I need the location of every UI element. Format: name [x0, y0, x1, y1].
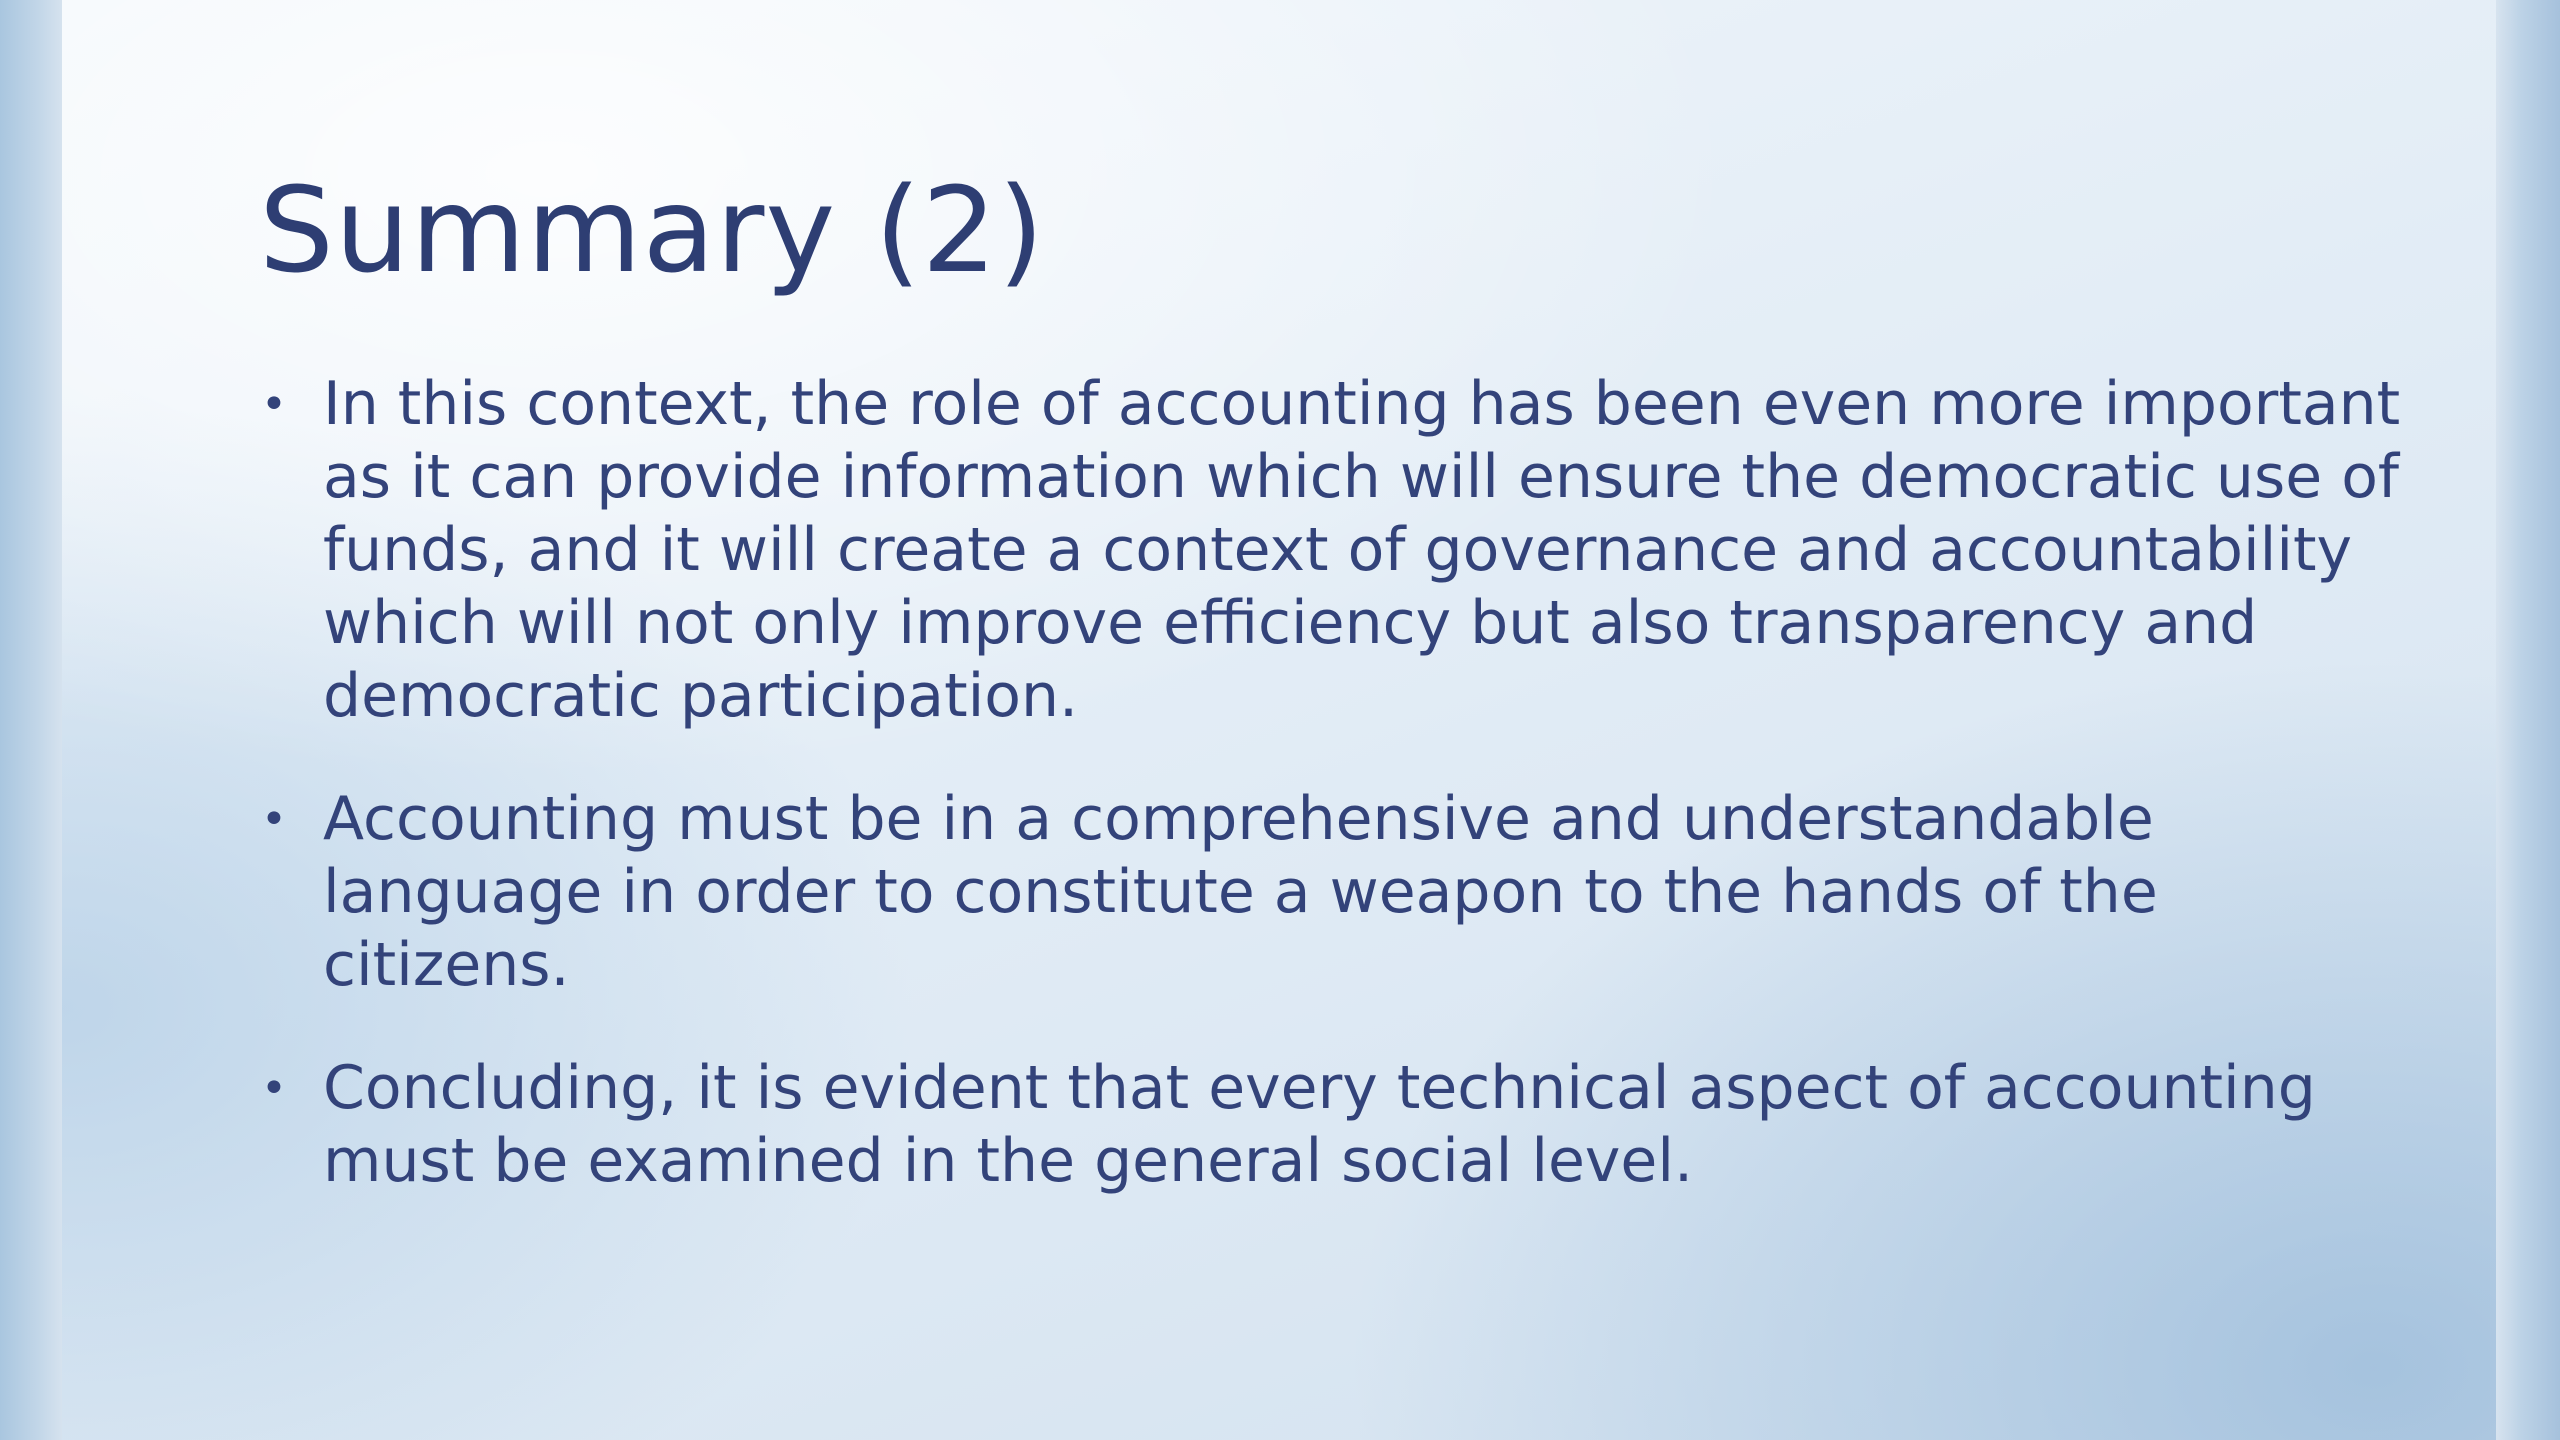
bullet-marker: • [261, 1063, 287, 1114]
bullet-marker: • [261, 794, 287, 845]
bullet-text: Accounting must be in a comprehensive and understandable language in order to constitute a weapon to the hands of the citizens. [323, 784, 2158, 1000]
bullet-item [259, 368, 2419, 733]
slide [62, 0, 2496, 1440]
slide-title: Summary (2) [259, 161, 1045, 299]
bullet-item [259, 1052, 2419, 1198]
bullet-marker: • [261, 379, 287, 430]
bullet-item [259, 783, 2419, 1002]
bullet-list [259, 368, 2419, 1248]
bullet-text: In this context, the role of accounting has been even more important as it can provide information which will ensure the democratic use of funds, and it will create a context of governance and accountability which will not only improve efficiency but also transparency and democratic participation. [323, 369, 2401, 731]
bullet-text: Concluding, it is evident that every technical aspect of accounting must be examined in the general social level. [323, 1053, 2316, 1196]
